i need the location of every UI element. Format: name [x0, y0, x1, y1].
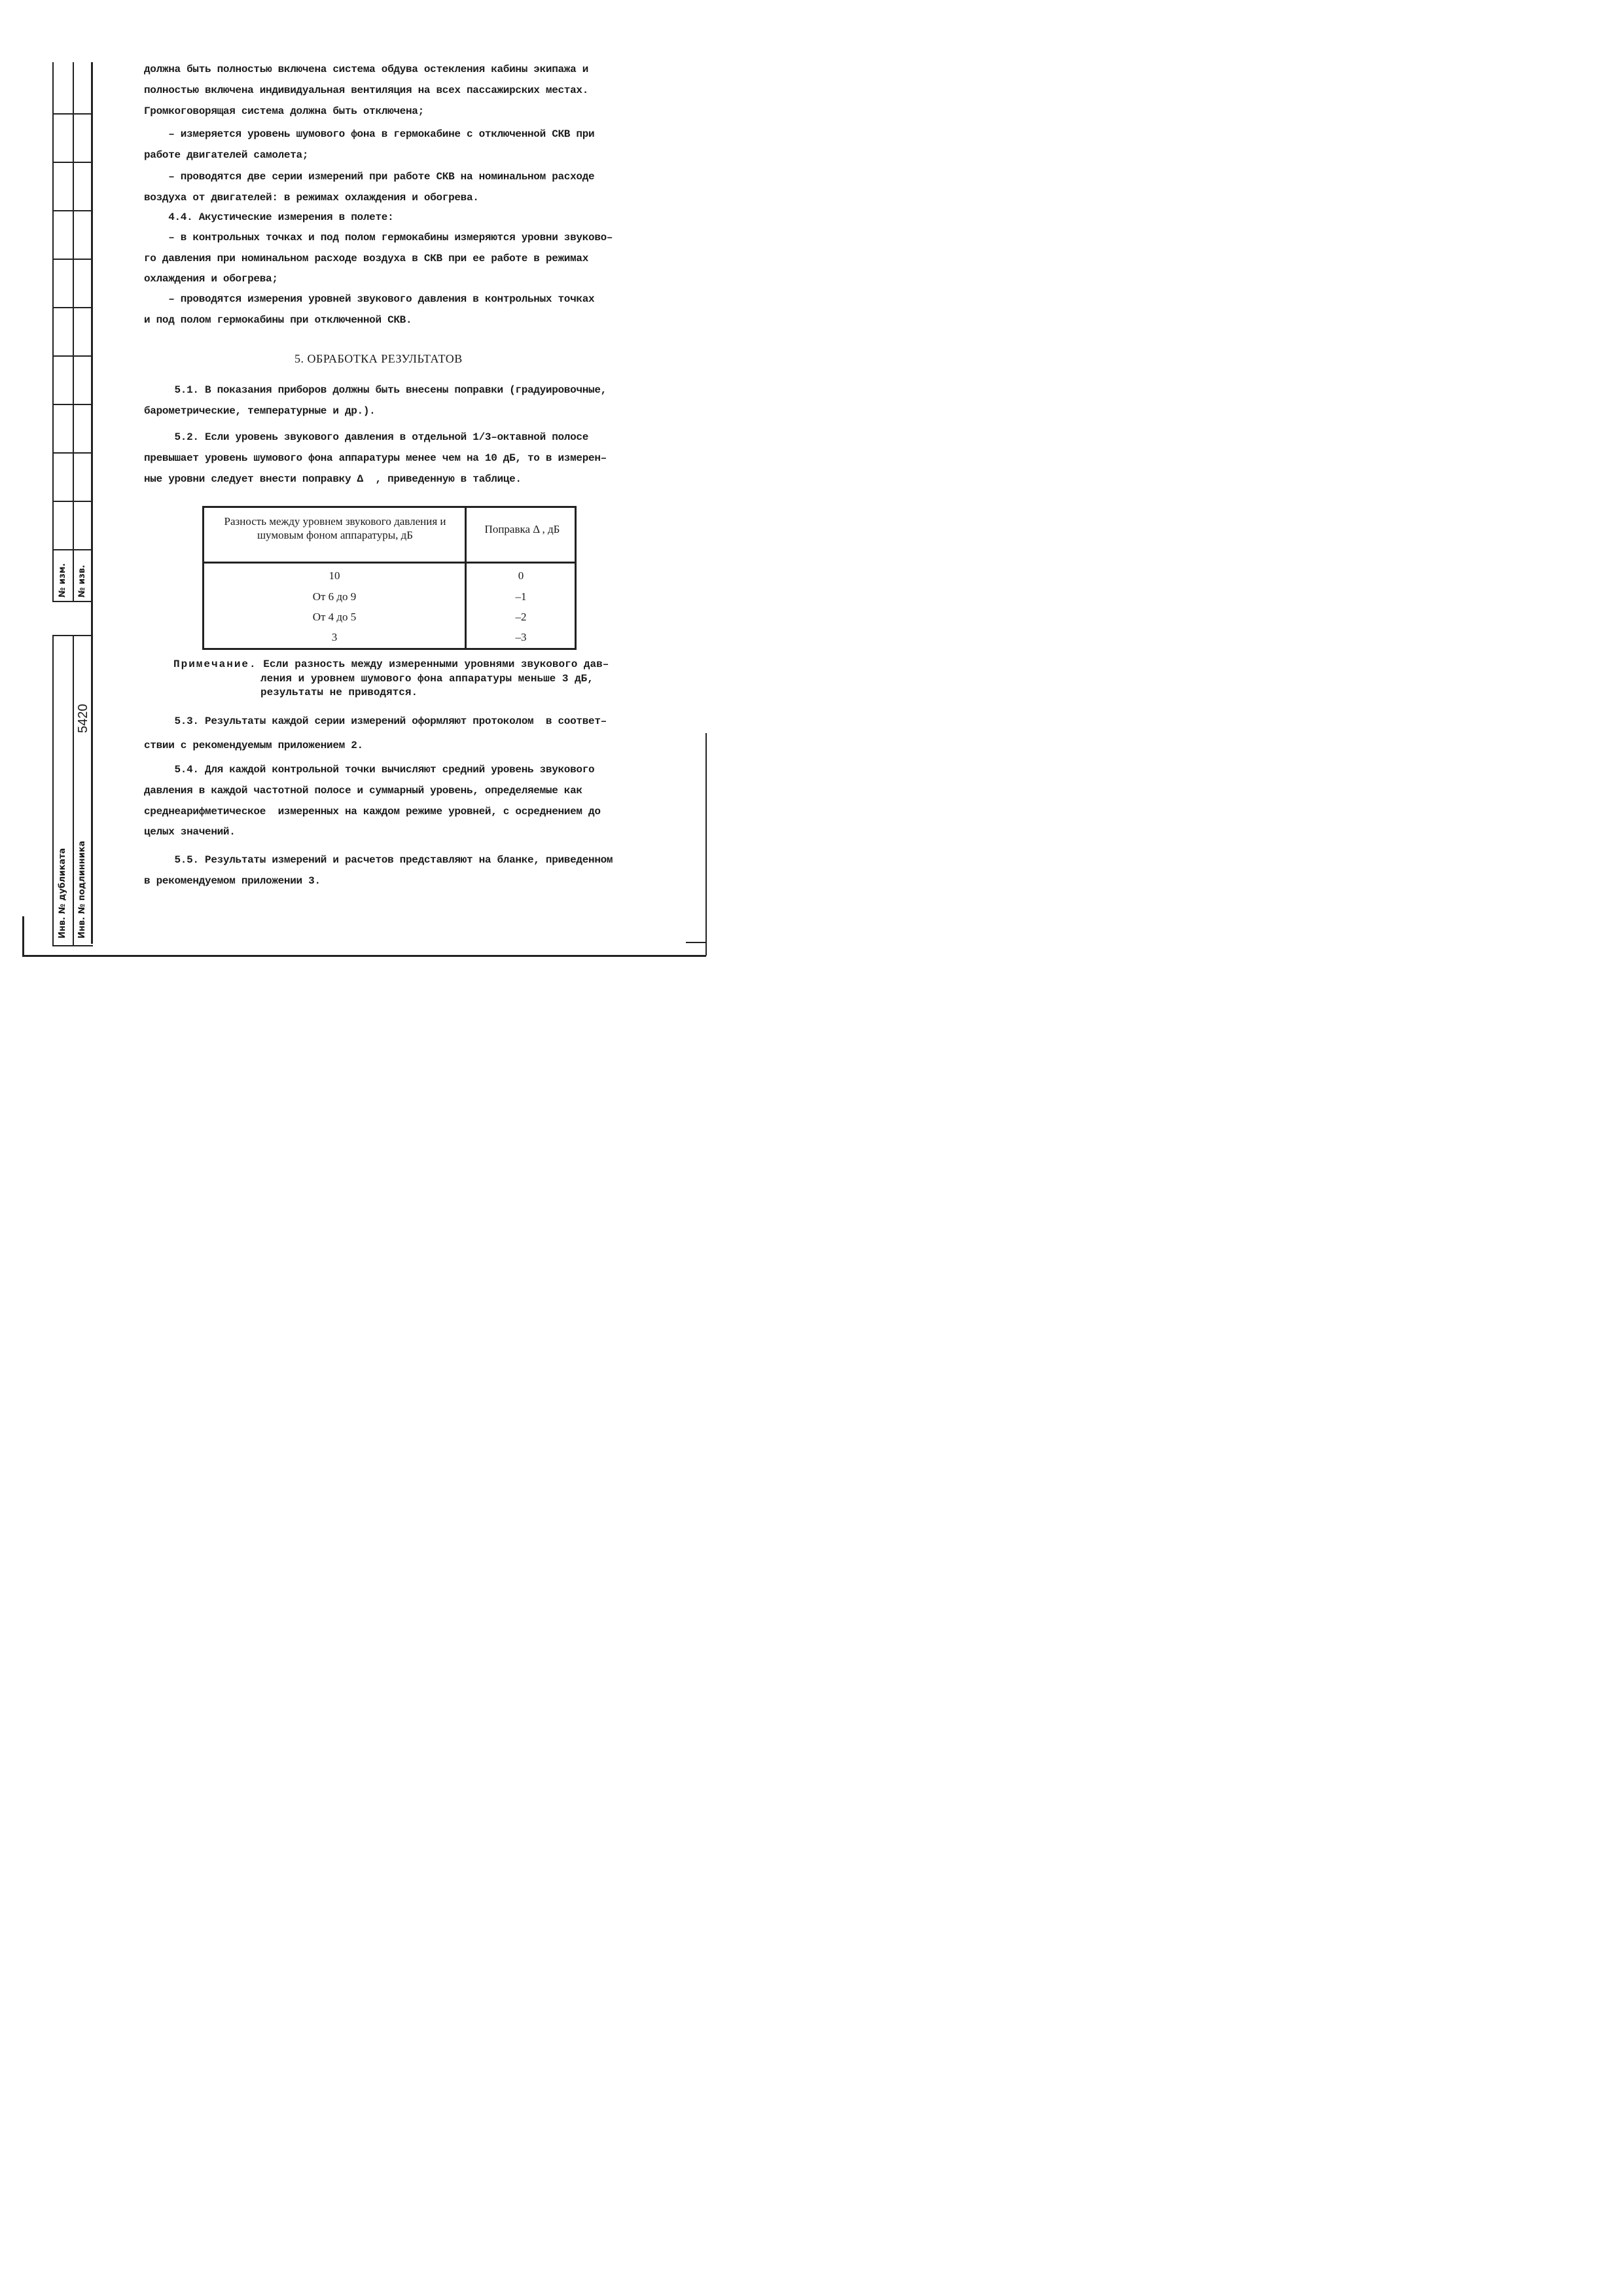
body-line: – проводятся две серии измерений при работе СКВ на номинальном расходе	[144, 171, 595, 183]
inv-original-label: Инв. № подлинника	[77, 840, 87, 939]
body-line: в рекомендуемом приложении 3.	[144, 875, 321, 887]
body-line: барометрические, температурные и др.).	[144, 405, 376, 417]
body-line: и под полом гермокабины при отключенной СКВ.	[144, 314, 412, 326]
note-text: ления и уровнем шумового фона аппаратуры меньше 3 дБ,	[260, 673, 594, 685]
body-line: воздуха от двигателей: в режимах охлаждения и обогрева.	[144, 192, 479, 204]
body-line: Громкоговорящая система должна быть отключена;	[144, 105, 424, 117]
side-row-line	[54, 307, 93, 308]
body-line: целых значений.	[144, 826, 236, 838]
rev-no-label: № изм.	[58, 563, 67, 598]
side-row-line	[54, 549, 93, 550]
body-line: охлаждения и обогрева;	[144, 273, 278, 285]
body-line: ные уровни следует внести поправку Δ , приведенную в таблице.	[144, 473, 522, 485]
side-stamp-upper	[52, 62, 93, 601]
inv-duplicate-label: Инв. № дубликата	[58, 848, 67, 939]
section-heading: 5. ОБРАБОТКА РЕЗУЛЬТАТОВ	[294, 352, 463, 365]
table-cell-correction: –1	[515, 590, 527, 603]
correction-table	[202, 506, 577, 650]
body-line: го давления при номинальном расходе воздуха в СКВ при ее работе в режимах	[144, 253, 589, 264]
side-stamp-lower	[52, 635, 93, 946]
frame-right-line	[705, 733, 707, 956]
note	[173, 658, 609, 672]
note-text: Если разность между измеренными уровнями звукового дав–	[257, 658, 609, 670]
side-row-line	[52, 601, 92, 602]
document-page	[0, 0, 721, 1021]
side-row-line	[54, 162, 93, 163]
side-row-line	[54, 210, 93, 211]
body-line: 5.1. В показания приборов должны быть внесены поправки (градуировочные,	[144, 384, 607, 396]
body-line: давления в каждой частотной полосе и суммарный уровень, определяемые как	[144, 785, 582, 797]
body-line: превышает уровень шумового фона аппаратуры менее чем на 10 дБ, то в измерен–	[144, 452, 607, 464]
document-number: 5420	[76, 704, 90, 733]
body-line: 4.4. Акустические измерения в полете:	[144, 211, 394, 223]
frame-left-stub	[22, 916, 24, 956]
body-line: 5.3. Результаты каждой серии измерений оформляют протоколом в соответ–	[144, 715, 607, 727]
side-row-line	[54, 113, 93, 115]
frame-corner-line	[686, 942, 707, 943]
side-divider	[73, 636, 74, 945]
side-row-line	[54, 452, 93, 454]
note-label: Примечание.	[173, 658, 257, 670]
table-cell-difference: 10	[329, 569, 340, 582]
table-cell-difference: 3	[331, 631, 338, 643]
side-row-line	[54, 404, 93, 405]
body-line: – проводятся измерения уровней звукового давления в контрольных точках	[144, 293, 595, 305]
table-cell-difference: От 6 до 9	[312, 590, 357, 603]
side-row-line	[54, 501, 93, 502]
side-divider	[73, 62, 74, 601]
body-line: должна быть полностью включена система обдува остекления кабины экипажа и	[144, 63, 589, 75]
table-header-difference: Разность между уровнем звукового давления и шумовым фоном аппаратуры, дБ	[224, 515, 446, 541]
body-line: – измеряется уровень шумового фона в гермокабине с отключенной СКВ при	[144, 128, 595, 140]
body-line: 5.5. Результаты измерений и расчетов представляют на бланке, приведенном	[144, 854, 613, 866]
table-cell-difference: От 4 до 5	[312, 611, 357, 623]
table-header-divider	[204, 562, 575, 564]
body-line: полностью включена индивидуальная вентиляция на всех пассажирских местах.	[144, 84, 589, 96]
table-cell-correction: –2	[515, 611, 527, 623]
side-row-line	[54, 355, 93, 357]
table-cell-correction: –3	[515, 631, 527, 643]
body-line: 5.4. Для каждой контрольной точки вычисляют средний уровень звукового	[144, 764, 595, 776]
body-line: работе двигателей самолета;	[144, 149, 309, 161]
body-line: среднеарифметическое измеренных на каждом режиме уровней, с осреднением до	[144, 806, 601, 817]
body-line: ствии с рекомендуемым приложением 2.	[144, 740, 363, 751]
table-header-correction: Поправка Δ , дБ	[484, 523, 560, 535]
table-cell-correction: 0	[518, 569, 524, 582]
frame-bottom-line	[22, 955, 706, 957]
body-line: 5.2. Если уровень звукового давления в отдельной 1/3–октавной полосе	[144, 431, 589, 443]
notice-no-label: № изв.	[77, 565, 87, 598]
note-text: результаты не приводятся.	[260, 687, 418, 698]
side-row-line	[54, 259, 93, 260]
body-line: – в контрольных точках и под полом гермокабины измеряются уровни звуково–	[144, 232, 613, 243]
